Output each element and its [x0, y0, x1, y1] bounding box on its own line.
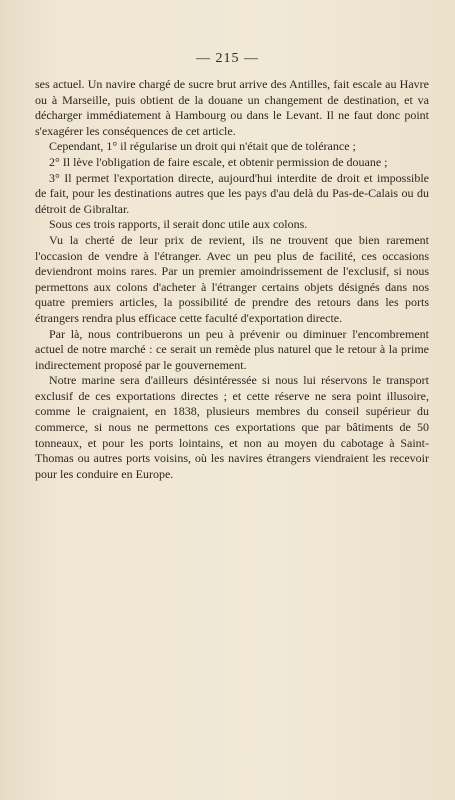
paragraph: 3° Il permet l'exportation directe, aujourd'hui interdite de droit et impossible de fait, pour les destinations autres que les pays d'au delà du Pas-de-Calais ou du détroit de Gibraltar. [35, 170, 429, 216]
paragraph: Notre marine sera d'ailleurs désintéressée si nous lui réservons le transport exclusif de ces exportations directes ; et cette réserve ne sera point illusoire, comme le craignaient, en 1838, plusieurs membres du conseil supérieur du commerce, si nous ne permettons ces exportations que par bâtiments de 50 tonneaux, et pour les ports lointains, et non au moyen du cabotage à Saint-Thomas ou autres ports voisins, où les navires étrangers viendraient les recevoir pour les conduire en Europe. [35, 373, 429, 481]
paragraph: 2° Il lève l'obligation de faire escale, et obtenir permission de douane ; [49, 154, 388, 169]
paragraph: Cependant, 1° il régularise un droit qui n'était que de tolérance ; [49, 139, 356, 154]
paragraph: Par là, nous contribuerons un peu à prévenir ou diminuer l'encombrement actuel de notre marché : ce serait un remède plus naturel que le retour à la prime indirectement proposé par le gouvernement. [35, 326, 429, 372]
paragraph: ses actuel. Un navire chargé de sucre brut arrive des Antilles, fait escale au Havre ou à Marseille, puis obtient de la douane un changement de destination, et va décharger immédiatement à Hambourg ou dans le Levant. Il ne faut donc point s'exagérer les conséquences de cet article. [35, 77, 429, 138]
paragraph: Vu la cherté de leur prix de revient, ils ne trouvent que bien rarement l'occasion de vendre à l'étranger. Avec un peu plus de facilité, ces occasions deviendront moins rares. Par un premier amoindrissement de l'exclusif, si nous permettons aux colons d'acheter à l'étranger certains objets désignés dans nos quatre premiers articles, la possibilité de prendre des retours dans les ports étrangers rendra plus efficace cette faculté d'exportation directe. [35, 232, 429, 325]
body-text [35, 77, 429, 482]
paragraph: Sous ces trois rapports, il serait donc utile aux colons. [49, 217, 308, 232]
page-number: — 215 — [196, 51, 259, 66]
